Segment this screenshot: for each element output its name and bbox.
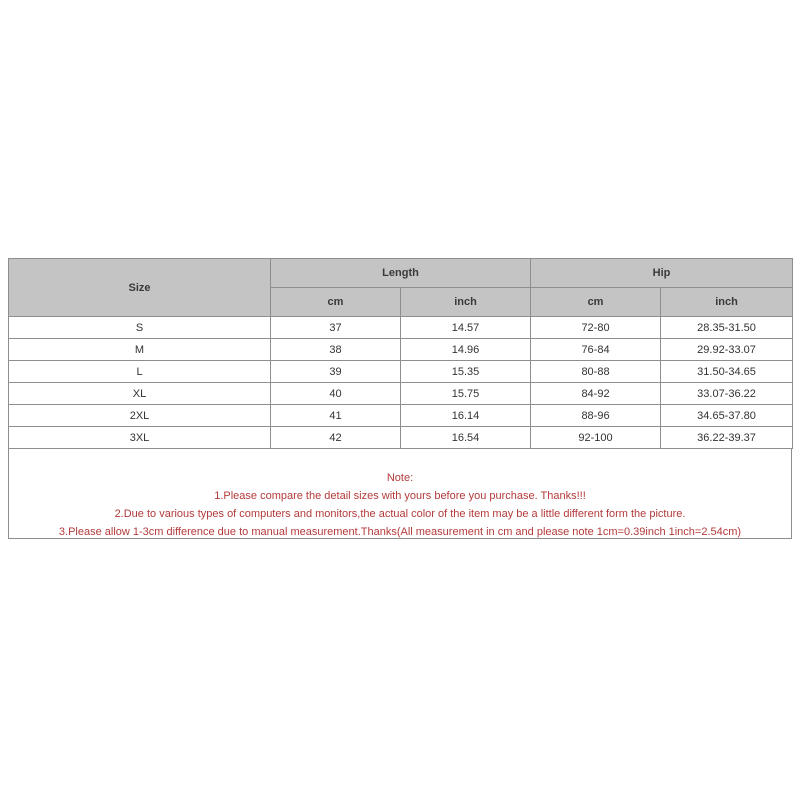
cell-hip-inch: 34.65-37.80 bbox=[661, 405, 793, 427]
cell-length-inch: 14.96 bbox=[401, 339, 531, 361]
cell-size: 2XL bbox=[9, 405, 271, 427]
cell-hip-cm: 72-80 bbox=[531, 317, 661, 339]
cell-size: S bbox=[9, 317, 271, 339]
note-line: 3.Please allow 1-3cm difference due to manual measurement.Thanks(All measurement in cm and please note 1cm=0.39inch 1inch=2.54cm) bbox=[58, 526, 742, 538]
size-table bbox=[8, 258, 793, 449]
notes-title: Note: bbox=[386, 472, 414, 484]
cell-length-inch: 15.35 bbox=[401, 361, 531, 383]
cell-length-inch: 15.75 bbox=[401, 383, 531, 405]
table-row bbox=[9, 339, 793, 361]
cell-hip-cm: 80-88 bbox=[531, 361, 661, 383]
table-row bbox=[9, 427, 793, 449]
cell-length-cm: 38 bbox=[271, 339, 401, 361]
cell-size: M bbox=[9, 339, 271, 361]
cell-length-cm: 40 bbox=[271, 383, 401, 405]
cell-hip-cm: 88-96 bbox=[531, 405, 661, 427]
cell-size: 3XL bbox=[9, 427, 271, 449]
table-row bbox=[9, 317, 793, 339]
note-line: 1.Please compare the detail sizes with yours before you purchase. Thanks!!! bbox=[214, 490, 586, 502]
note-line: 2.Due to various types of computers and monitors,the actual color of the item may be a little different form the picture. bbox=[114, 508, 686, 520]
header-size: Size bbox=[9, 259, 271, 317]
header-hip: Hip bbox=[531, 259, 793, 288]
cell-length-inch: 16.14 bbox=[401, 405, 531, 427]
cell-length-cm: 41 bbox=[271, 405, 401, 427]
cell-length-inch: 16.54 bbox=[401, 427, 531, 449]
header-row-top bbox=[9, 259, 793, 288]
cell-hip-inch: 28.35-31.50 bbox=[661, 317, 793, 339]
cell-hip-inch: 31.50-34.65 bbox=[661, 361, 793, 383]
cell-hip-cm: 92-100 bbox=[531, 427, 661, 449]
cell-length-cm: 42 bbox=[271, 427, 401, 449]
table-row bbox=[9, 405, 793, 427]
table-row bbox=[9, 361, 793, 383]
header-length-inch: inch bbox=[401, 288, 531, 317]
header-length: Length bbox=[271, 259, 531, 288]
cell-hip-inch: 29.92-33.07 bbox=[661, 339, 793, 361]
notes-box bbox=[8, 449, 792, 539]
cell-length-inch: 14.57 bbox=[401, 317, 531, 339]
cell-hip-inch: 36.22-39.37 bbox=[661, 427, 793, 449]
size-chart bbox=[8, 258, 792, 539]
header-hip-inch: inch bbox=[661, 288, 793, 317]
cell-length-cm: 39 bbox=[271, 361, 401, 383]
cell-size: XL bbox=[9, 383, 271, 405]
table-row bbox=[9, 383, 793, 405]
header-length-cm: cm bbox=[271, 288, 401, 317]
header-hip-cm: cm bbox=[531, 288, 661, 317]
cell-hip-cm: 76-84 bbox=[531, 339, 661, 361]
cell-hip-cm: 84-92 bbox=[531, 383, 661, 405]
cell-size: L bbox=[9, 361, 271, 383]
cell-length-cm: 37 bbox=[271, 317, 401, 339]
cell-hip-inch: 33.07-36.22 bbox=[661, 383, 793, 405]
